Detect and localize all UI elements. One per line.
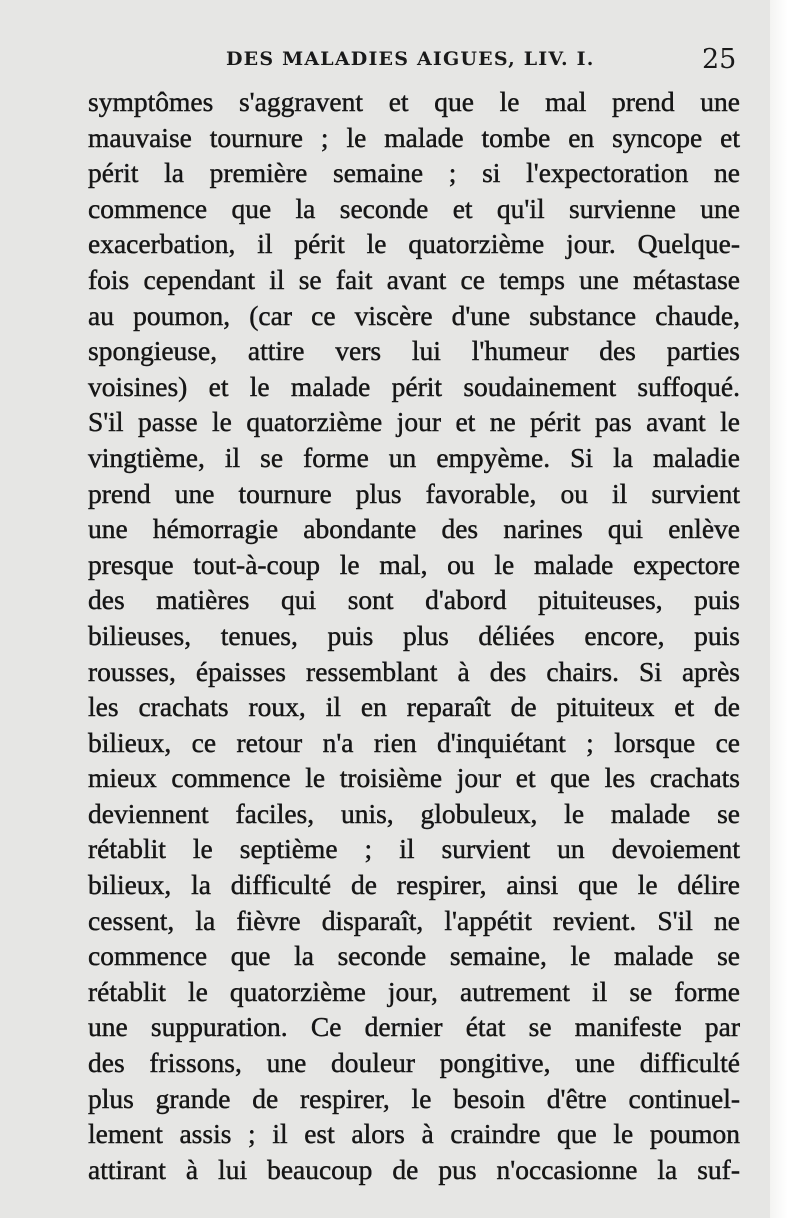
text-line: vingtième, il se forme un empyème. Si la maladie (88, 441, 740, 473)
text-line: une suppuration. Ce dernier état se manifeste par (88, 1011, 740, 1043)
text-line: périt la première semaine ; si l'expectoration ne (88, 157, 740, 189)
text-line: deviennent faciles, unis, globuleux, le malade se (88, 797, 740, 829)
body-paragraph (88, 84, 740, 1187)
text-line: lement assis ; il est alors à craindre que le poumon (88, 1118, 740, 1150)
text-line: voisines) et le malade périt soudainement suffoqué. (88, 370, 740, 402)
page-number: 25 (702, 44, 737, 75)
text-line: au poumon, (car ce viscère d'une substance chaude, (88, 299, 740, 331)
text-line: mieux commence le troisième jour et que les crachats (88, 762, 740, 794)
text-line: bilieux, la difficulté de respirer, ainsi que le délire (88, 869, 740, 901)
text-line: cessent, la fièvre disparaît, l'appétit revient. S'il ne (88, 904, 740, 936)
text-line: rétablit le quatorzième jour, autrement il se forme (88, 975, 740, 1007)
text-line: une hémorragie abondante des narines qui enlève (88, 513, 740, 545)
text-line: mauvaise tournure ; le malade tombe en syncope et (88, 121, 740, 153)
text-line: des matières qui sont d'abord pituiteuses, puis (88, 584, 740, 616)
text-line: presque tout-à-coup le mal, ou le malade expectore (88, 548, 740, 580)
text-line: des frissons, une douleur pongitive, une difficulté (88, 1047, 740, 1079)
text-line: fois cependant il se fait avant ce temps une métastase (88, 263, 740, 295)
text-line: bilieuses, tenues, puis plus déliées encore, puis (88, 619, 740, 651)
text-line: exacerbation, il périt le quatorzième jour. Quelque- (88, 228, 740, 260)
text-line: spongieuse, attire vers lui l'humeur des parties (88, 335, 740, 367)
text-line: rousses, épaisses ressemblant à des chairs. Si après (88, 655, 740, 687)
running-header (0, 44, 770, 80)
text-line: prend une tournure plus favorable, ou il survient (88, 477, 740, 509)
text-line: symptômes s'aggravent et que le mal prend une (88, 86, 740, 117)
running-title: DES MALADIES AIGUES, LIV. I. (226, 48, 595, 70)
text-line: commence que la seconde et qu'il survienne une (88, 192, 740, 224)
text-line: plus grande de respirer, le besoin d'être continuel- (88, 1082, 740, 1114)
text-line: bilieux, ce retour n'a rien d'inquiétant ; lorsque ce (88, 726, 740, 758)
text-line: commence que la seconde semaine, le malade se (88, 940, 740, 972)
text-line: S'il passe le quatorzième jour et ne périt pas avant le (88, 406, 740, 438)
text-line: les crachats roux, il en reparaît de pituiteux et de (88, 691, 740, 723)
text-line: attirant à lui beaucoup de pus n'occasionne la suf- (88, 1153, 740, 1185)
page-edge (770, 0, 800, 1218)
text-line: rétablit le septième ; il survient un devoiement (88, 833, 740, 865)
